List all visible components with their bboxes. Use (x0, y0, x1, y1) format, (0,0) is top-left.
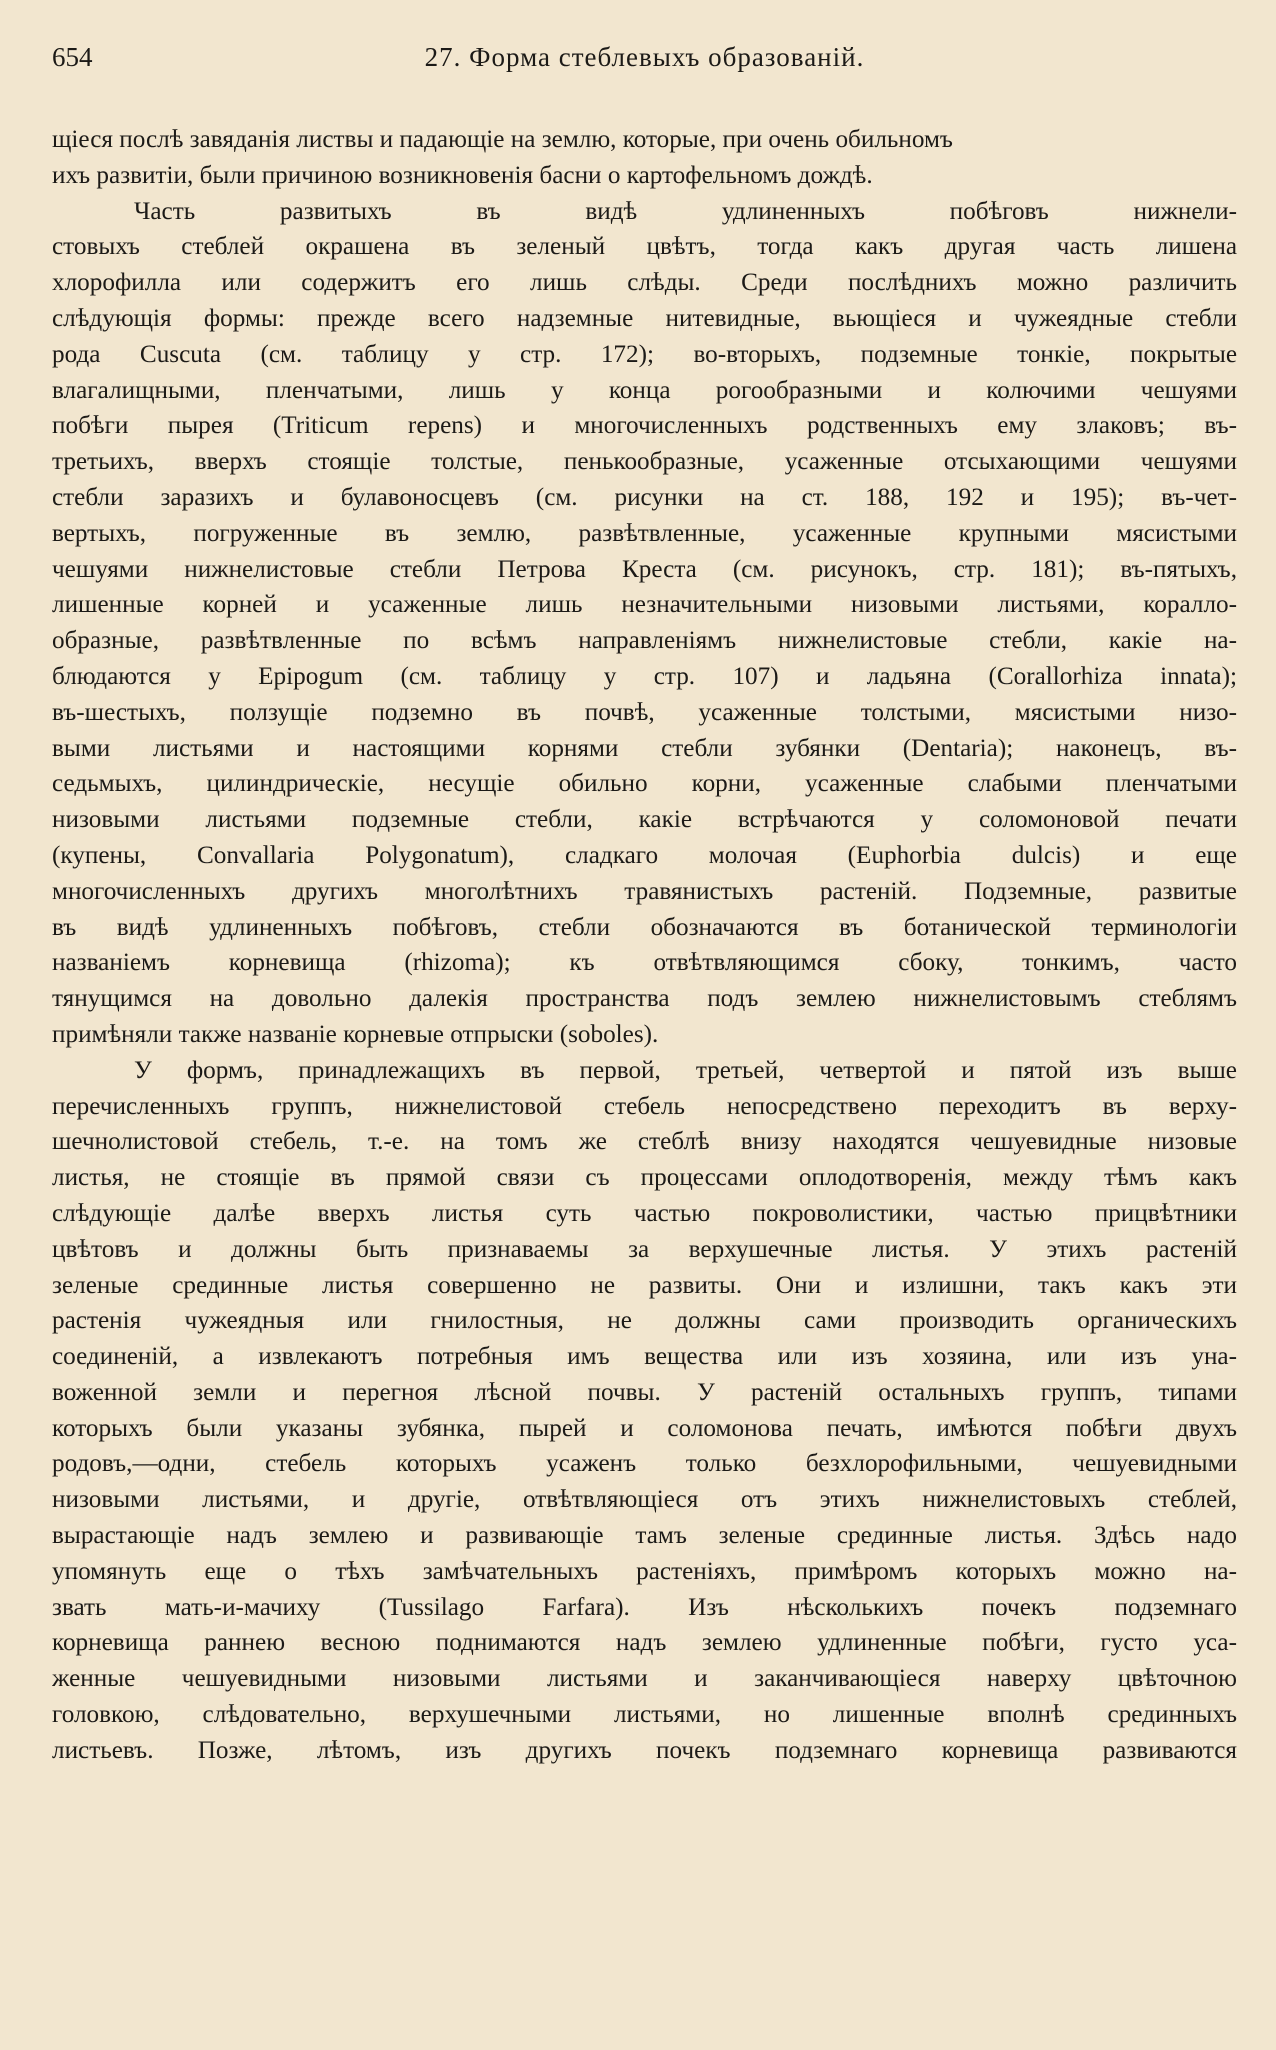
text-line: низовыми листьями подземные стебли, какіе встрѣчаются у соломоновой печати (52, 806, 1237, 834)
text-line: блюдаются у Epipogum (см. таблицу у стр. 107) и ладьяна (Corallorhiza innata); (52, 662, 1237, 690)
text-line: зеленые срединные листья совершенно не развиты. Они и излишни, такъ какъ эти (52, 1271, 1237, 1299)
text-line: листьевъ. Позже, лѣтомъ, изъ другихъ почекъ подземнаго корневища развиваются (52, 1736, 1237, 1764)
text-line: вертыхъ, погруженные въ землю, развѣтвленные, усаженные крупными мясистыми (52, 519, 1237, 547)
text-line: которыхъ были указаны зубянка, пырей и соломонова печать, имѣются побѣги двухъ (52, 1414, 1237, 1442)
text-line: стебли заразихъ и булавоносцевъ (см. рисунки на ст. 188, 192 и 195); въ-чет- (52, 483, 1237, 511)
text-line: седьмыхъ, цилиндрическіе, несущіе обильно корни, усаженные слабыми пленчатыми (52, 770, 1237, 798)
text-line: женные чешуевидными низовыми листьями и заканчивающіеся наверху цвѣточною (52, 1665, 1237, 1693)
text-line: корневища раннею весною поднимаются надъ землею удлиненные побѣги, густо уса- (52, 1629, 1237, 1657)
text-line: слѣдующіе далѣе вверхъ листья суть частью покроволистики, частью прицвѣтники (52, 1199, 1237, 1227)
paragraph-last-line: примѣняли также названіе корневые отпрыски (soboles). (52, 1020, 659, 1048)
text-line: звать мать-и-мачиху (Tussilago Farfara). Изъ нѣсколькихъ почекъ подземнаго (52, 1593, 1237, 1621)
text-line: влагалищными, пленчатыми, лишь у конца рогообразными и колючими чешуями (52, 376, 1237, 404)
text-line: растенія чужеядныя или гнилостныя, не должны сами производить органическихъ (52, 1307, 1237, 1335)
text-line: хлорофилла или содержитъ его лишь слѣды. Среди послѣднихъ можно различить (52, 269, 1237, 297)
text-line: вырастающіе надъ землею и развивающіе тамъ зеленые срединные листья. Здѣсь надо (52, 1522, 1237, 1550)
text-line: воженной земли и перегноя лѣсной почвы. У растеній остальныхъ группъ, типами (52, 1378, 1237, 1406)
text-line: третьихъ, вверхъ стоящіе толстые, пенькообразные, усаженные отсыхающими чешуями (52, 448, 1237, 476)
text-line: рода Cuscuta (см. таблицу у стр. 172); во-вторыхъ, подземные тонкіе, покрытые (52, 340, 1237, 368)
running-title: 27. Форма стеблевыхъ образованій. (424, 42, 865, 72)
text-line: тянущимся на довольно далекія пространства подъ землею нижнелистовымъ стеблямъ (52, 985, 1237, 1013)
text-line: цвѣтовъ и должны быть признаваемы за верхушечные листья. У этихъ растеній (52, 1235, 1237, 1263)
page-header (52, 42, 1237, 82)
text-line: соединеній, а извлекаютъ потребныя имъ вещества или изъ хозяина, или изъ уна- (52, 1343, 1237, 1371)
page-number: 654 (52, 42, 93, 72)
text-line: упомянуть еще о тѣхъ замѣчательныхъ растеніяхъ, примѣромъ которыхъ можно на- (52, 1557, 1237, 1585)
body-text (52, 122, 1237, 1769)
text-line: лишенные корней и усаженные лишь незначительными низовыми листьями, коралло- (52, 591, 1237, 619)
text-line: слѣдующія формы: прежде всего надземные нитевидные, вьющіеся и чужеядные стебли (52, 304, 1237, 332)
text-line: ихъ развитіи, были причиною возникновенія басни о картофельномъ дождѣ. (52, 161, 873, 189)
paragraph-first-line: Часть развитыхъ въ видѣ удлиненныхъ побѣговъ нижнели- (134, 197, 1237, 225)
text-line: родовъ,—одни, стебель которыхъ усаженъ только безхлорофильными, чешуевидными (52, 1450, 1237, 1478)
text-line: въ видѣ удлиненныхъ побѣговъ, стебли обозначаются въ ботанической терминологіи (52, 913, 1237, 941)
text-line: низовыми листьями, и другіе, отвѣтвляющіеся отъ этихъ нижнелистовыхъ стеблей, (52, 1486, 1237, 1514)
text-line: щіеся послѣ завяданія листвы и падающіе на землю, которые, при очень обильномъ (52, 126, 953, 153)
text-line: побѣги пырея (Triticum repens) и многочисленныхъ родственныхъ ему злаковъ; въ- (52, 412, 1237, 440)
text-line: названіемъ корневища (rhizoma); къ отвѣтвляющимся сбоку, тонкимъ, часто (52, 949, 1237, 977)
text-line: выми листьями и настоящими корнями стебли зубянки (Dentaria); наконецъ, въ- (52, 734, 1237, 762)
text-line: образные, развѣтвленные по всѣмъ направленіямъ нижнелистовые стебли, какіе на- (52, 627, 1237, 655)
text-line: листья, не стоящіе въ прямой связи съ процессами оплодотворенія, между тѣмъ какъ (52, 1164, 1237, 1192)
text-line: перечисленныхъ группъ, нижнелистовой стебель непосредствено переходитъ въ верху- (52, 1092, 1237, 1120)
text-line: многочисленныхъ другихъ многолѣтнихъ травянистыхъ растеній. Подземные, развитые (52, 877, 1237, 905)
text-line: (купены, Convallaria Polygonatum), сладкаго молочая (Euphorbia dulcis) и еще (52, 841, 1237, 869)
text-line: въ-шестыхъ, ползущіе подземно въ почвѣ, усаженные толстыми, мясистыми низо- (52, 698, 1237, 726)
text-line: головкою, слѣдовательно, верхушечными листьями, но лишенные вполнѣ срединныхъ (52, 1701, 1237, 1729)
paragraph-first-line: У формъ, принадлежащихъ въ первой, третьей, четвертой и пятой изъ выше (134, 1056, 1237, 1084)
text-line: стовыхъ стеблей окрашена въ зеленый цвѣтъ, тогда какъ другая часть лишена (52, 233, 1237, 261)
text-line: шечнолистовой стебель, т.-е. на томъ же стеблѣ внизу находятся чешуевидные низовые (52, 1128, 1237, 1156)
text-line: чешуями нижнелистовые стебли Петрова Креста (см. рисунокъ, стр. 181); въ-пятыхъ, (52, 555, 1237, 583)
